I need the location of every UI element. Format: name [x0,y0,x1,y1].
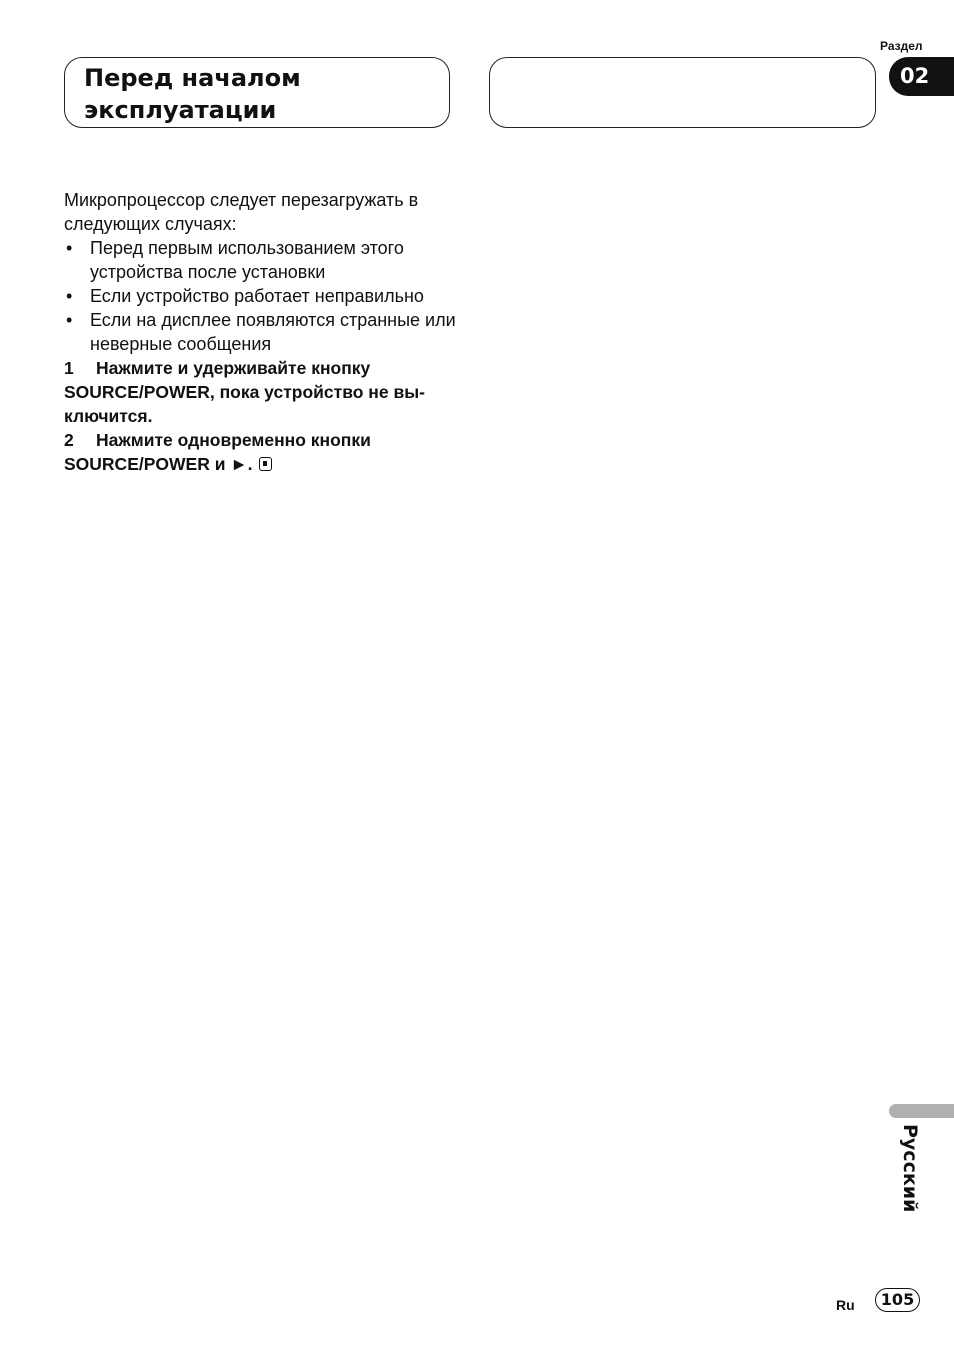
end-of-section-icon [259,457,272,471]
section-number-tab: 02 [889,57,954,96]
empty-header-box [489,57,876,128]
bullet-list [64,236,464,356]
section-title-line-2: эксплуатации [84,96,277,124]
section-title-box [64,57,450,128]
bullet-icon: • [66,286,73,306]
page-number: 105 [875,1288,920,1312]
bullet-text: Если на дисплее появляются странные или неверные сообщения [90,310,456,354]
bullet-icon: • [66,238,73,258]
step-2-text: Нажмите одновременно кнопки SOURCE/POWER и ►. [64,430,371,474]
language-code: Ru [836,1297,855,1313]
bullet-text: Перед первым использованием этого устройства после установки [90,238,404,282]
step-2 [64,428,464,476]
step-2-number: 2 [64,430,74,450]
step-1-number: 1 [64,358,74,378]
section-title-line-1: Перед началом [84,64,301,92]
bullet-item [64,308,464,356]
language-tab-bar [889,1104,954,1118]
step-1-text: Нажмите и удерживайте кнопку SOURCE/POWER, пока устройство не вы-ключится. [64,358,425,426]
bullet-item [64,284,464,308]
language-tab-label: Русский [899,1124,921,1213]
section-label: Раздел [880,39,923,53]
bullet-icon: • [66,310,73,330]
intro-paragraph: Микропроцессор следует перезагружать в следующих случаях: [64,190,419,234]
main-column [64,188,464,476]
bullet-item [64,236,464,284]
step-1 [64,356,464,428]
bullet-text: Если устройство работает неправильно [90,286,424,306]
